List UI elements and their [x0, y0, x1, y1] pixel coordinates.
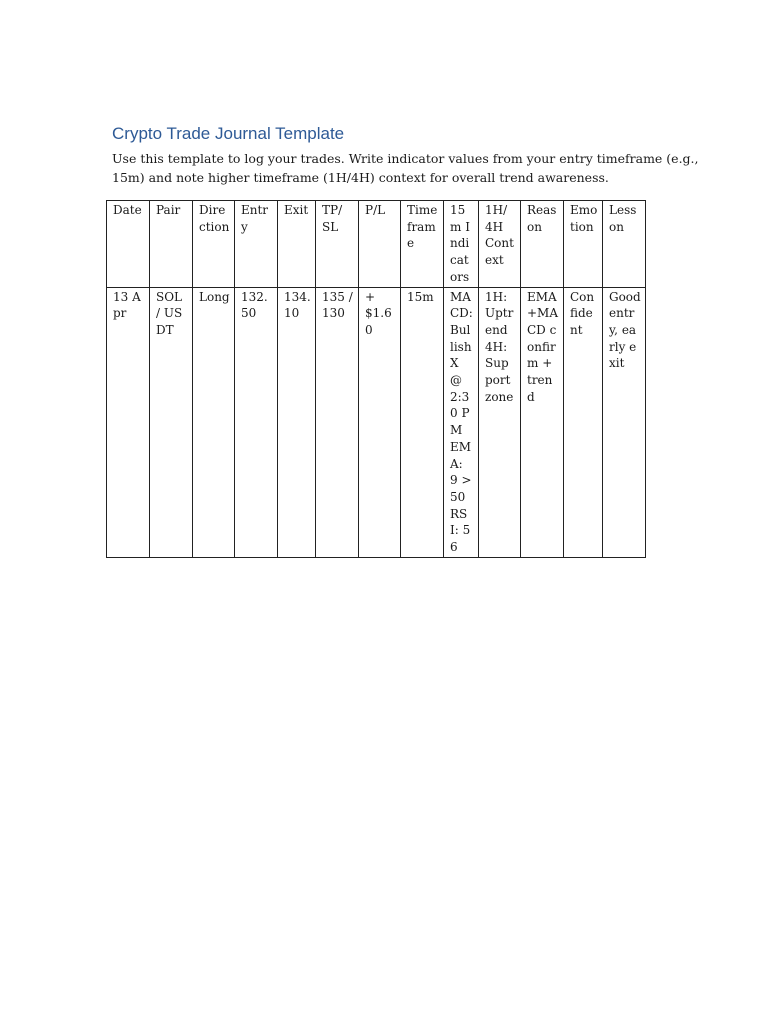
header-reason: Reason [521, 201, 564, 288]
table-row [107, 287, 646, 557]
trade-journal-table [106, 200, 646, 558]
document-title: Crypto Trade Journal Template [112, 124, 345, 143]
cell-indicators: MACD: Bullish X @ 2:30 PM EMA: 9 > 50 RSI: 56 [444, 287, 479, 557]
header-context: 1H/ 4H Context [479, 201, 521, 288]
cell-context: 1H: Uptrend 4H: Support zone [479, 287, 521, 557]
cell-lesson: Good entry, early exit [603, 287, 646, 557]
cell-date: 13 Apr [107, 287, 150, 557]
cell-timeframe: 15m [401, 287, 444, 557]
header-indicators: 15m Indicators [444, 201, 479, 288]
header-direction: Direction [193, 201, 235, 288]
header-pl: P/L [359, 201, 401, 288]
header-pair: Pair [150, 201, 193, 288]
intro-line-1: Use this template to log your trades. Write indicator values from your entry timeframe (e.g., [112, 151, 699, 166]
header-tp-sl: TP/ SL [316, 201, 359, 288]
intro-paragraph [112, 149, 699, 187]
table-header-row [107, 201, 646, 288]
header-lesson: Lesson [603, 201, 646, 288]
header-timeframe: Timeframe [401, 201, 444, 288]
cell-direction: Long [193, 287, 235, 557]
intro-line-2: 15m) and note higher timeframe (1H/4H) context for overall trend awareness. [112, 170, 609, 185]
cell-exit: 134.10 [278, 287, 316, 557]
cell-emotion: Confident [564, 287, 603, 557]
header-entry: Entry [235, 201, 278, 288]
cell-pl: + $1.60 [359, 287, 401, 557]
cell-entry: 132.50 [235, 287, 278, 557]
cell-tp-sl: 135 / 130 [316, 287, 359, 557]
header-emotion: Emotion [564, 201, 603, 288]
cell-reason: EMA+MACD confirm + trend [521, 287, 564, 557]
header-exit: Exit [278, 201, 316, 288]
header-date: Date [107, 201, 150, 288]
cell-pair: SOL / USDT [150, 287, 193, 557]
